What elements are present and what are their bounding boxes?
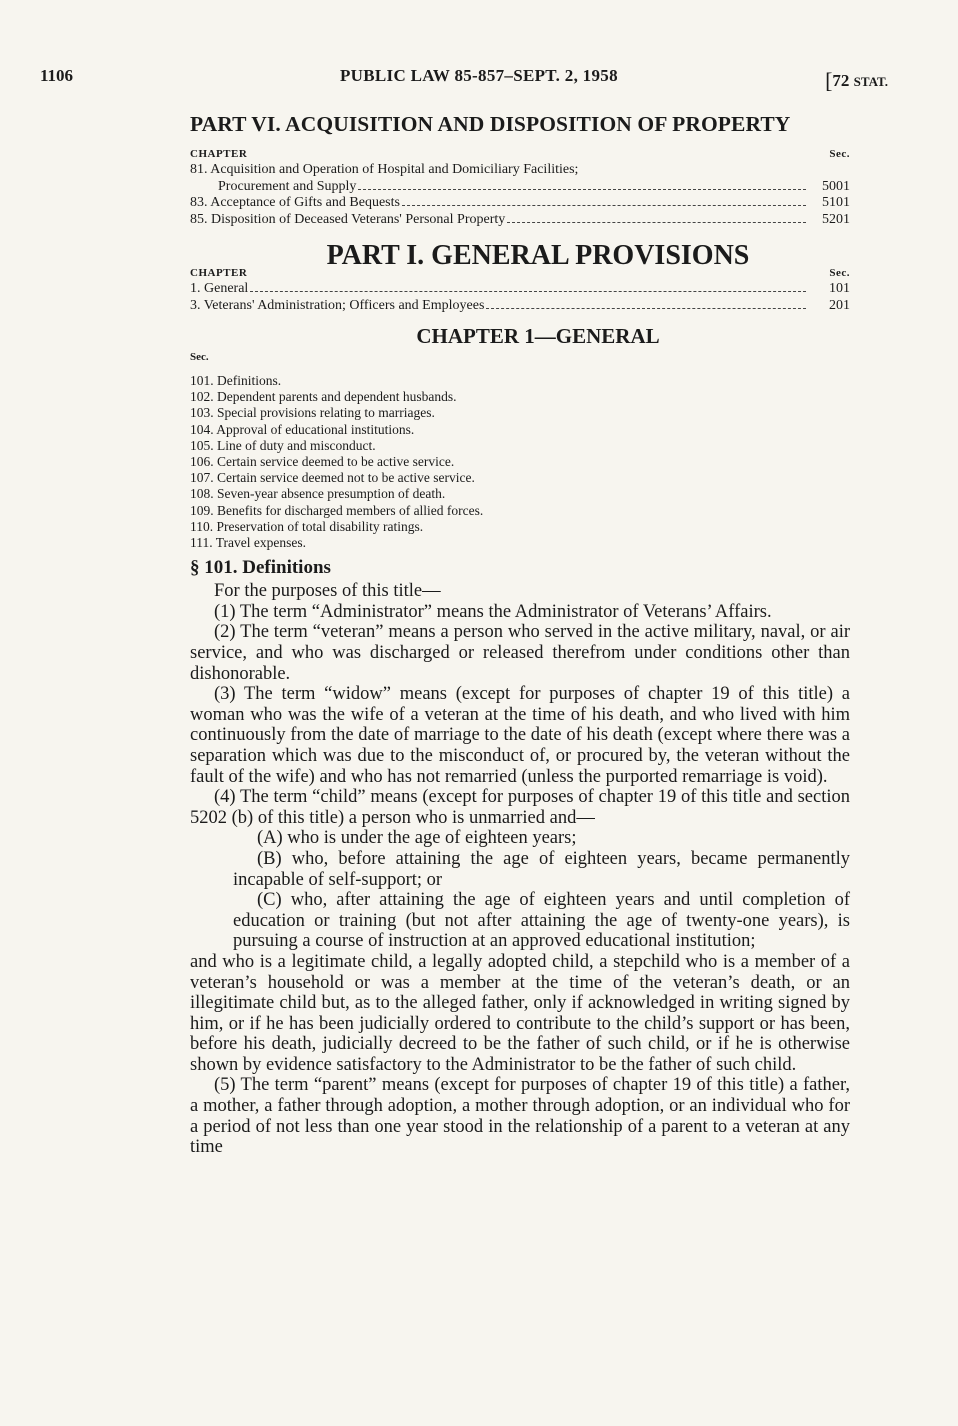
paragraph: (4) The term “child” means (except for purposes of chapter 19 of this title and section 5202 (b) of this title) a person who is unmarried and— xyxy=(190,787,850,828)
part-i-toc xyxy=(190,266,850,314)
paragraph: (3) The term “widow” means (except for purposes of chapter 19 of this title) a woman who was the wife of a veteran at the time of his death, and who lived with him continuously from the date of marriage to the date of his death (except where there was a separation which was due to the misconduct of, or procured by, the veteran without the fault of the wife) and who has not remarried (unless the purported remarriage is void). xyxy=(190,684,850,787)
subparagraph: (A) who is under the age of eighteen years; xyxy=(257,828,577,849)
toc-row: 3. Veterans' Administration; Officers and Employees 201 xyxy=(190,297,850,313)
part-vi-title: PART VI. ACQUISITION AND DISPOSITION OF PROPERTY xyxy=(190,112,791,136)
list-item: 109. Benefits for discharged members of allied forces. xyxy=(190,502,484,518)
paragraph: (5) The term “parent” means (except for purposes of chapter 19 of this title) a father, a mother, a father through adoption, a mother through adoption, or an individual who for a period of not less than one year stood in the relationship of a parent to a veteran at any time xyxy=(190,1075,850,1158)
chapter-1-section-list xyxy=(190,373,850,551)
toc-row: 83. Acceptance of Gifts and Bequests 5101 xyxy=(190,195,850,210)
list-item: 106. Certain service deemed to be active service. xyxy=(190,454,455,470)
list-item: 102. Dependent parents and dependent husbands. xyxy=(190,389,457,405)
paragraph: For the purposes of this title— xyxy=(214,581,441,602)
chapter-1-title: CHAPTER 1—GENERAL xyxy=(416,324,660,348)
page-number: 1106 xyxy=(40,66,74,85)
toc-header: CHAPTER Sec. xyxy=(190,267,850,279)
paragraph: (2) The term “veteran” means a person who served in the active military, naval, or air service, and who was discharged or released therefrom under conditions other than dishonorable. xyxy=(190,622,850,684)
list-item: 101. Definitions. xyxy=(190,373,282,388)
toc-header: CHAPTER Sec. xyxy=(190,148,850,160)
part-vi-toc xyxy=(190,147,850,228)
list-item: 111. Travel expenses. xyxy=(190,535,306,551)
section-101-body xyxy=(190,581,850,1158)
list-item: 107. Certain service deemed not to be active service. xyxy=(190,470,475,486)
toc-row: Procurement and Supply 5001 xyxy=(218,178,850,194)
statute-reference: [72 STAT. xyxy=(825,68,888,93)
subparagraph: (B) who, before attaining the age of eighteen years, became permanently incapable of self-support; or xyxy=(233,848,850,890)
toc-row: 81. Acquisition and Operation of Hospital and Domiciliary Facilities; xyxy=(190,162,579,177)
running-title: PUBLIC LAW 85-857–SEPT. 2, 1958 xyxy=(340,66,618,85)
section-101-heading: § 101. Definitions xyxy=(190,557,331,579)
toc-row: 85. Disposition of Deceased Veterans' Personal Property 5201 xyxy=(190,211,850,227)
subparagraph: (C) who, after attaining the age of eighteen years and until completion of education or training (but not after attaining the age of twenty-one years), is pursuing a course of instruction at an approved educational institution; xyxy=(233,890,850,952)
list-item: 105. Line of duty and misconduct. xyxy=(190,437,376,453)
paragraph: and who is a legitimate child, a legally adopted child, a stepchild who is a member of a veteran’s household or was a member at the time of the veteran’s death, or an illegitimate child but, as to the alleged father, only if acknowledged in writing signed by him, or if he has been judicially ordered to contribute to the child’s support or has been, before his death, judicially decreed to be the father of such child, or if he is otherwise shown by evidence satisfactory to the Administrator to be the father of such child. xyxy=(190,951,850,1075)
list-item: 110. Preservation of total disability ratings. xyxy=(190,518,424,534)
page-content xyxy=(190,112,850,1158)
sec-label: Sec. xyxy=(190,351,209,363)
toc-row: 1. General 101 xyxy=(190,281,850,296)
part-i-title: PART I. GENERAL PROVISIONS xyxy=(326,240,750,271)
list-item: 103. Special provisions relating to marriages. xyxy=(190,405,435,421)
page-header xyxy=(40,66,888,96)
paragraph: (1) The term “Administrator” means the Administrator of Veterans’ Affairs. xyxy=(214,601,772,622)
list-item: 104. Approval of educational institutions. xyxy=(190,421,415,437)
list-item: 108. Seven-year absence presumption of death. xyxy=(190,486,446,502)
